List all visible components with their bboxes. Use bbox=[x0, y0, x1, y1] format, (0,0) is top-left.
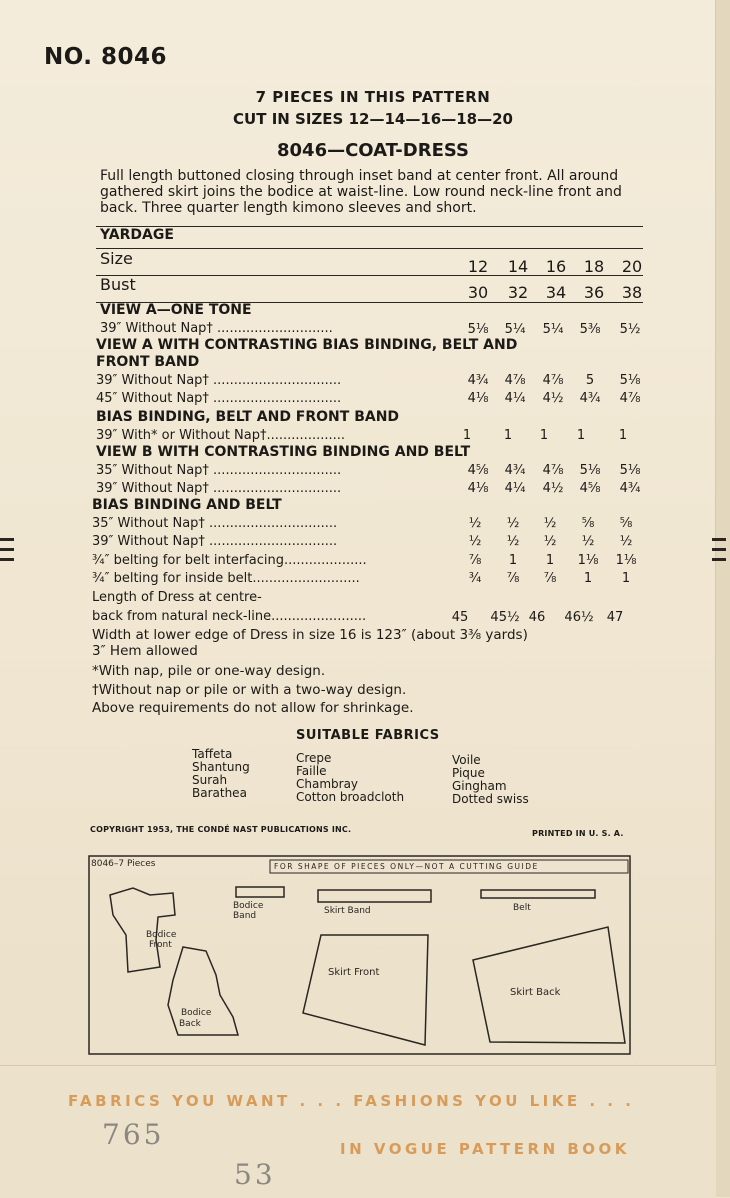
length-value: 45 bbox=[451, 610, 469, 625]
size-label: Size bbox=[100, 249, 133, 268]
yardage-value: 4½ bbox=[542, 391, 564, 406]
yardage-value: 5 bbox=[585, 373, 595, 388]
yardage-value: ½ bbox=[468, 534, 482, 549]
bust-38: 38 bbox=[621, 283, 643, 302]
yardage-value: ½ bbox=[543, 516, 557, 531]
bust-30: 30 bbox=[467, 283, 489, 302]
handwritten-number: 53 bbox=[234, 1158, 276, 1191]
garment-description: Full length buttoned closing through inset band at center front. All around gathered skirt joins the bodice at waist-line. Low round neck-line front and back. Three quarter length kimono sleeves and short. bbox=[100, 168, 622, 216]
yardage-value: 5½ bbox=[619, 322, 641, 337]
note-line: †Without nap or pile or with a two-way design. bbox=[92, 682, 407, 698]
yardage-value: 4¾ bbox=[579, 391, 601, 406]
piece-label: Skirt Front bbox=[328, 967, 380, 978]
yardage-value: 4⅝ bbox=[467, 463, 489, 478]
yardage-heading: YARDAGE bbox=[100, 227, 174, 243]
yardage-value: 1 bbox=[539, 428, 549, 443]
size-12: 12 bbox=[467, 257, 489, 276]
length-label: Length of Dress at centre- bbox=[92, 590, 262, 605]
yardage-row-label: 39″ With* or Without Nap†................... bbox=[96, 428, 346, 443]
yardage-row-label: ¾″ belting for belt interfacing.................... bbox=[92, 553, 367, 568]
fabrics-column-1 bbox=[192, 748, 250, 800]
section-title: VIEW A—ONE TONE bbox=[100, 302, 252, 318]
section-title: VIEW A WITH CONTRASTING BIAS BINDING, BELT AND bbox=[96, 337, 518, 353]
yardage-value: 4⅝ bbox=[579, 481, 601, 496]
yardage-value: 4¾ bbox=[467, 373, 489, 388]
yardage-row-label: 39″ Without Nap† ............................... bbox=[96, 481, 342, 496]
yardage-value: ½ bbox=[543, 534, 557, 549]
yardage-value: 5⅛ bbox=[619, 463, 641, 478]
fabric-name: Pique bbox=[452, 766, 485, 780]
size-14: 14 bbox=[507, 257, 529, 276]
note-line: 3″ Hem allowed bbox=[92, 643, 198, 659]
note-line: *With nap, pile or one-way design. bbox=[92, 663, 326, 679]
size-16: 16 bbox=[545, 257, 567, 276]
handwritten-number: 765 bbox=[102, 1118, 165, 1151]
length-value: 45½ bbox=[490, 610, 520, 625]
piece-label: Front bbox=[149, 940, 172, 950]
yardage-value: ½ bbox=[468, 516, 482, 531]
guide-note: FOR SHAPE OF PIECES ONLY—NOT A CUTTING GUIDE bbox=[274, 862, 539, 871]
size-20: 20 bbox=[621, 257, 643, 276]
yardage-row-label: 39″ Without Nap† ............................... bbox=[92, 534, 338, 549]
yardage-row-label: 35″ Without Nap† ............................... bbox=[96, 463, 342, 478]
bust-32: 32 bbox=[507, 283, 529, 302]
edge-mark bbox=[0, 538, 14, 541]
fabrics-column-3 bbox=[452, 754, 529, 806]
pattern-number: NO. 8046 bbox=[44, 44, 168, 70]
yardage-value: 5⅜ bbox=[579, 322, 601, 337]
yardage-value: ¾ bbox=[468, 571, 482, 586]
yardage-value: ½ bbox=[506, 516, 520, 531]
note-line: Above requirements do not allow for shrinkage. bbox=[92, 700, 414, 716]
yardage-value: 1⅛ bbox=[577, 553, 599, 568]
yardage-row-label: 35″ Without Nap† ............................... bbox=[92, 516, 338, 531]
yardage-value: 4⅞ bbox=[619, 391, 641, 406]
yardage-value: 1 bbox=[545, 553, 555, 568]
piece-label: Skirt Back bbox=[510, 987, 561, 998]
diagram-frame bbox=[89, 856, 630, 1054]
bust-36: 36 bbox=[583, 283, 605, 302]
yardage-value: 4⅞ bbox=[504, 373, 526, 388]
yardage-value: 1 bbox=[462, 428, 472, 443]
fabric-name: Chambray bbox=[296, 777, 359, 791]
yardage-value: ⅝ bbox=[581, 516, 595, 531]
yardage-value: 1 bbox=[618, 428, 628, 443]
fabric-name: Crepe bbox=[296, 751, 332, 765]
fabrics-column-2 bbox=[296, 752, 404, 804]
fabric-name: Cotton broadcloth bbox=[296, 790, 405, 804]
yardage-value: 1 bbox=[576, 428, 586, 443]
pattern-pieces-diagram bbox=[88, 855, 631, 1055]
table-rule bbox=[96, 248, 643, 249]
yardage-row-label: ¾″ belting for inside belt.......................... bbox=[92, 571, 360, 586]
fabric-name: Dotted swiss bbox=[452, 792, 529, 806]
edge-mark bbox=[712, 558, 726, 561]
edge-mark bbox=[0, 558, 14, 561]
piece-bodice-band bbox=[236, 887, 284, 897]
yardage-value: 4⅞ bbox=[542, 463, 564, 478]
length-value: 46½ bbox=[564, 610, 594, 625]
yardage-value: 5¼ bbox=[542, 322, 564, 337]
promo-line-2: IN VOGUE PATTERN BOOK bbox=[340, 1140, 630, 1158]
yardage-value: ⅞ bbox=[468, 553, 482, 568]
piece-label: Bodice bbox=[181, 1008, 212, 1018]
yardage-value: 5⅛ bbox=[467, 322, 489, 337]
garment-title: 8046—COAT-DRESS bbox=[277, 140, 469, 161]
piece-label: Bodice bbox=[146, 930, 177, 940]
note-line: Width at lower edge of Dress in size 16 is 123″ (about 3⅜ yards) bbox=[92, 627, 528, 643]
yardage-value: ½ bbox=[619, 534, 633, 549]
piece-label: Bodice bbox=[233, 901, 264, 911]
section-title: VIEW B WITH CONTRASTING BINDING AND BELT bbox=[96, 444, 471, 460]
piece-label: Back bbox=[179, 1019, 201, 1029]
fabric-name: Taffeta bbox=[192, 747, 233, 761]
yardage-value: 1 bbox=[621, 571, 631, 586]
length-value: 46 bbox=[528, 610, 546, 625]
yardage-value: 4⅛ bbox=[467, 481, 489, 496]
fabric-name: Barathea bbox=[192, 786, 247, 800]
length-value: 47 bbox=[606, 610, 624, 625]
piece-label: Skirt Band bbox=[324, 906, 371, 916]
piece-skirt-front bbox=[303, 935, 428, 1045]
fabrics-heading: SUITABLE FABRICS bbox=[296, 728, 440, 743]
fabric-name: Surah bbox=[192, 773, 228, 787]
yardage-value: 4⅛ bbox=[467, 391, 489, 406]
yardage-value: ½ bbox=[506, 534, 520, 549]
section-title: BIAS BINDING, BELT AND FRONT BAND bbox=[96, 409, 400, 425]
yardage-value: 1⅛ bbox=[615, 553, 637, 568]
sizes-heading: CUT IN SIZES 12—14—16—18—20 bbox=[233, 110, 513, 128]
piece-skirt-back bbox=[473, 927, 625, 1043]
yardage-value: ⅞ bbox=[506, 571, 520, 586]
fabric-name: Gingham bbox=[452, 779, 507, 793]
yardage-row-label: 45″ Without Nap† ............................... bbox=[96, 391, 342, 406]
edge-mark bbox=[712, 538, 726, 541]
section-title: BIAS BINDING AND BELT bbox=[92, 497, 282, 513]
yardage-value: 4½ bbox=[542, 481, 564, 496]
yardage-value: 4¾ bbox=[504, 463, 526, 478]
yardage-value: 1 bbox=[503, 428, 513, 443]
length-label-cont: back from natural neck-line....................... bbox=[92, 609, 367, 624]
yardage-value: ⅝ bbox=[619, 516, 633, 531]
section-title-cont: FRONT BAND bbox=[96, 354, 200, 370]
piece-skirt-band bbox=[318, 890, 431, 902]
yardage-value: 5⅛ bbox=[579, 463, 601, 478]
fabric-name: Voile bbox=[452, 753, 481, 767]
table-rule bbox=[96, 275, 643, 276]
fabric-name: Shantung bbox=[192, 760, 250, 774]
yardage-value: 4¼ bbox=[504, 481, 526, 496]
yardage-value: 5¼ bbox=[504, 322, 526, 337]
edge-mark bbox=[0, 548, 14, 551]
yardage-value: ⅞ bbox=[543, 571, 557, 586]
yardage-value: 4⅞ bbox=[542, 373, 564, 388]
yardage-row-label: 39″ Without Nap† ............................ bbox=[100, 321, 333, 336]
piece-belt bbox=[481, 890, 595, 898]
edge-mark bbox=[712, 548, 726, 551]
bust-label: Bust bbox=[100, 275, 136, 294]
copyright-notice: COPYRIGHT 1953, THE CONDÉ NAST PUBLICATIONS INC. bbox=[90, 825, 352, 834]
piece-label: Belt bbox=[513, 903, 531, 913]
size-18: 18 bbox=[583, 257, 605, 276]
table-top-rule bbox=[96, 226, 643, 227]
piece-label: Band bbox=[233, 911, 257, 921]
promo-line-1: FABRICS YOU WANT . . . FASHIONS YOU LIKE . . . bbox=[68, 1092, 635, 1110]
diagram-corner-label: 8046–7 Pieces bbox=[91, 859, 156, 869]
pieces-count-heading: 7 PIECES IN THIS PATTERN bbox=[255, 88, 491, 106]
yardage-value: 1 bbox=[508, 553, 518, 568]
yardage-value: ½ bbox=[581, 534, 595, 549]
yardage-value: 1 bbox=[583, 571, 593, 586]
yardage-value: 5⅛ bbox=[619, 373, 641, 388]
bust-34: 34 bbox=[545, 283, 567, 302]
printed-notice: PRINTED IN U. S. A. bbox=[532, 829, 624, 838]
yardage-value: 4¼ bbox=[504, 391, 526, 406]
envelope-edge bbox=[715, 0, 730, 1197]
yardage-row-label: 39″ Without Nap† ............................... bbox=[96, 373, 342, 388]
fabric-name: Faille bbox=[296, 764, 327, 778]
yardage-value: 4¾ bbox=[619, 481, 641, 496]
